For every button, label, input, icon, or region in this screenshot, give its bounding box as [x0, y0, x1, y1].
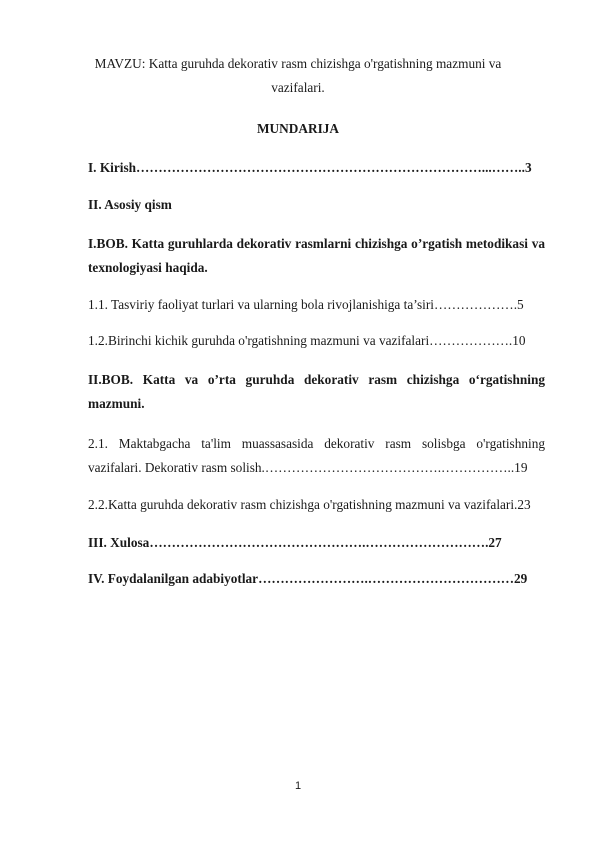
toc-entry-main-part: II. Asosiy qism: [88, 197, 172, 212]
toc-entry-chapter-2: II.BOB. Katta va o’rta guruhda dekorativ rasm chizishga o‘rgatishning mazmuni.: [88, 372, 545, 411]
toc-entry-chapter-1: I.BOB. Katta guruhlarda dekorativ rasmlarni chizishga o’rgatish metodikasi va texnologiyasi haqida.: [88, 236, 545, 275]
toc-heading: MUNDARIJA: [257, 121, 339, 136]
page-number: 1: [294, 780, 302, 792]
document-title-line-2: vazifalari.: [271, 80, 325, 95]
document-title-line-1: MAVZU: Katta guruhda dekorativ rasm chizishga o'rgatishning mazmuni va: [94, 56, 502, 71]
toc-entry-conclusion: III. Xulosa………………………………………….……………………….27: [88, 535, 502, 550]
toc-entry-section-2-1: 2.1. Maktabgacha ta'lim muassasasida dekorativ rasm solisbga o'rgatishning vazifalari. Dekorativ rasm solish.………………………………….……………..19: [88, 436, 545, 475]
toc-entry-section-1-2: 1.2.Birinchi kichik guruhda o'rgatishning mazmuni va vazifalari……………….10: [88, 333, 526, 348]
toc-entry-intro: I. Kirish……………………………………………………………………...……..3: [88, 160, 532, 175]
toc-entry-section-1-1: 1.1. Tasviriy faoliyat turlari va ularning bola rivojlanishiga ta’siri……………….5: [88, 297, 524, 312]
toc-entry-section-2-2: 2.2.Katta guruhda dekorativ rasm chizishga o'rgatishning mazmuni va vazifalari.23: [88, 497, 531, 512]
toc-entry-references: IV. Foydalanilgan adabiyotlar…………………….……………………………29: [88, 571, 528, 586]
